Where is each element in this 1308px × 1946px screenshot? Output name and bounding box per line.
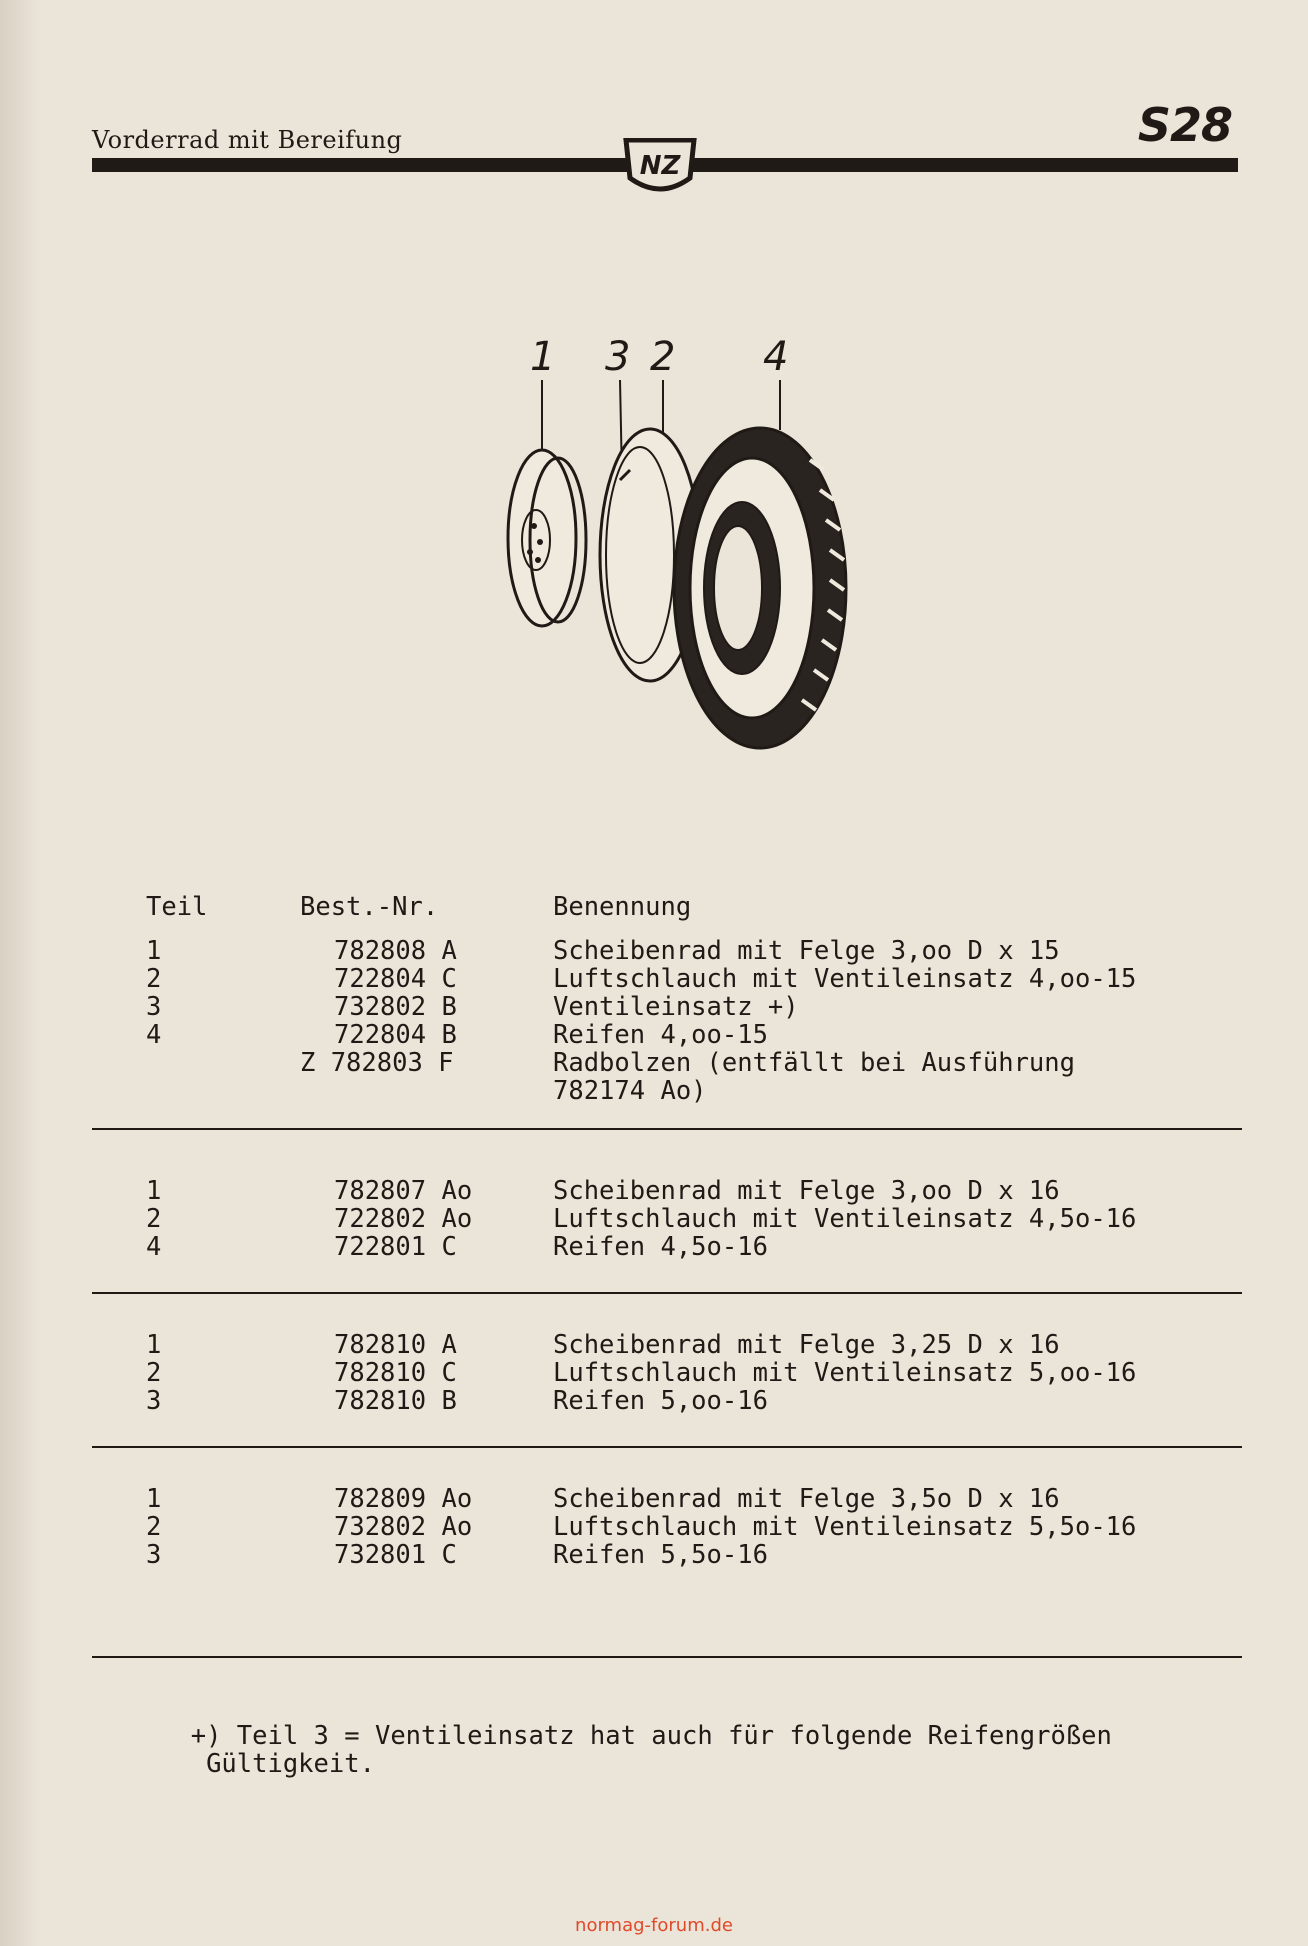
- cell-benennung: Luftschlauch mit Ventileinsatz 5,oo-16: [553, 1358, 1137, 1388]
- cell-best-nr: 782807 Ao: [334, 1176, 473, 1206]
- logo-text: NZ: [639, 151, 681, 181]
- cell-benennung: Reifen 4,oo-15: [553, 1020, 768, 1050]
- cell-best-nr: 732801 C: [334, 1540, 457, 1570]
- cell-teil: 2: [146, 1358, 162, 1388]
- cell-best-nr: 722802 Ao: [334, 1204, 473, 1234]
- column-header-teil: Teil: [146, 892, 208, 922]
- wheel-drawing: [480, 330, 880, 750]
- group-divider: [92, 1128, 1242, 1130]
- cell-best-nr: 782810 B: [334, 1386, 457, 1416]
- cell-benennung: Scheibenrad mit Felge 3,oo D x 15: [553, 936, 1060, 966]
- cell-teil: 4: [146, 1020, 162, 1050]
- footnote-line-2: Gültigkeit.: [206, 1749, 375, 1779]
- cell-best-nr: 722801 C: [334, 1232, 457, 1262]
- cell-benennung: Luftschlauch mit Ventileinsatz 4,oo-15: [553, 964, 1137, 994]
- rim-part: [508, 450, 586, 626]
- cell-best-nr: 732802 Ao: [334, 1512, 473, 1542]
- cell-teil: 1: [146, 936, 162, 966]
- cell-best-nr: 782810 A: [334, 1330, 457, 1360]
- cell-best-nr: 722804 B: [334, 1020, 457, 1050]
- page-number: S28: [1137, 98, 1232, 152]
- figure-label-1: 1: [530, 334, 556, 380]
- cell-best-nr: 732802 B: [334, 992, 457, 1022]
- column-header-best-nr: Best.-Nr.: [300, 892, 439, 922]
- wheel-exploded-view: [480, 330, 880, 750]
- cell-teil: 1: [146, 1484, 162, 1514]
- figure-label-4: 4: [763, 334, 789, 380]
- cell-best-nr: Z 782803 F: [300, 1048, 454, 1078]
- cell-benennung: Scheibenrad mit Felge 3,25 D x 16: [553, 1330, 1060, 1360]
- column-header-benennung: Benennung: [553, 892, 692, 922]
- cell-teil: 2: [146, 964, 162, 994]
- cell-teil: 3: [146, 1540, 162, 1570]
- page-title: Vorderrad mit Bereifung: [92, 126, 403, 154]
- cell-teil: 4: [146, 1232, 162, 1262]
- tyre-part: [674, 428, 846, 748]
- group-divider: [92, 1446, 1242, 1448]
- cell-benennung: 782174 Ao): [553, 1076, 707, 1106]
- watermark: normag-forum.de: [575, 1915, 733, 1936]
- cell-benennung: Reifen 5,oo-16: [553, 1386, 768, 1416]
- cell-teil: 1: [146, 1330, 162, 1360]
- cell-benennung: Radbolzen (entfällt bei Ausführung: [553, 1048, 1075, 1078]
- cell-best-nr: 782810 C: [334, 1358, 457, 1388]
- cell-best-nr: 722804 C: [334, 964, 457, 994]
- page-edge-shadow: [0, 0, 40, 1946]
- cell-best-nr: 782808 A: [334, 936, 457, 966]
- figure-label-3: 3: [605, 334, 631, 380]
- cell-teil: 3: [146, 1386, 162, 1416]
- footnote: [160, 1694, 1220, 1778]
- cell-teil: 2: [146, 1512, 162, 1542]
- cell-teil: 2: [146, 1204, 162, 1234]
- cell-benennung: Luftschlauch mit Ventileinsatz 5,5o-16: [553, 1512, 1137, 1542]
- footnote-marker: +): [190, 1721, 222, 1751]
- cell-benennung: Luftschlauch mit Ventileinsatz 4,5o-16: [553, 1204, 1137, 1234]
- cell-benennung: Reifen 5,5o-16: [553, 1540, 768, 1570]
- footnote-line-1: Teil 3 = Ventileinsatz hat auch für folgende Reifengrößen: [236, 1721, 1112, 1751]
- cell-best-nr: 782809 Ao: [334, 1484, 473, 1514]
- cell-benennung: Scheibenrad mit Felge 3,oo D x 16: [553, 1176, 1060, 1206]
- group-divider: [92, 1292, 1242, 1294]
- cell-benennung: Scheibenrad mit Felge 3,5o D x 16: [553, 1484, 1060, 1514]
- figure-label-2: 2: [650, 334, 676, 380]
- cell-teil: 1: [146, 1176, 162, 1206]
- cell-teil: [146, 1048, 186, 1076]
- cell-teil: 3: [146, 992, 162, 1022]
- group-divider: [92, 1656, 1242, 1658]
- cell-benennung: Reifen 4,5o-16: [553, 1232, 768, 1262]
- nz-logo: [620, 138, 700, 196]
- cell-benennung: Ventileinsatz +): [553, 992, 799, 1022]
